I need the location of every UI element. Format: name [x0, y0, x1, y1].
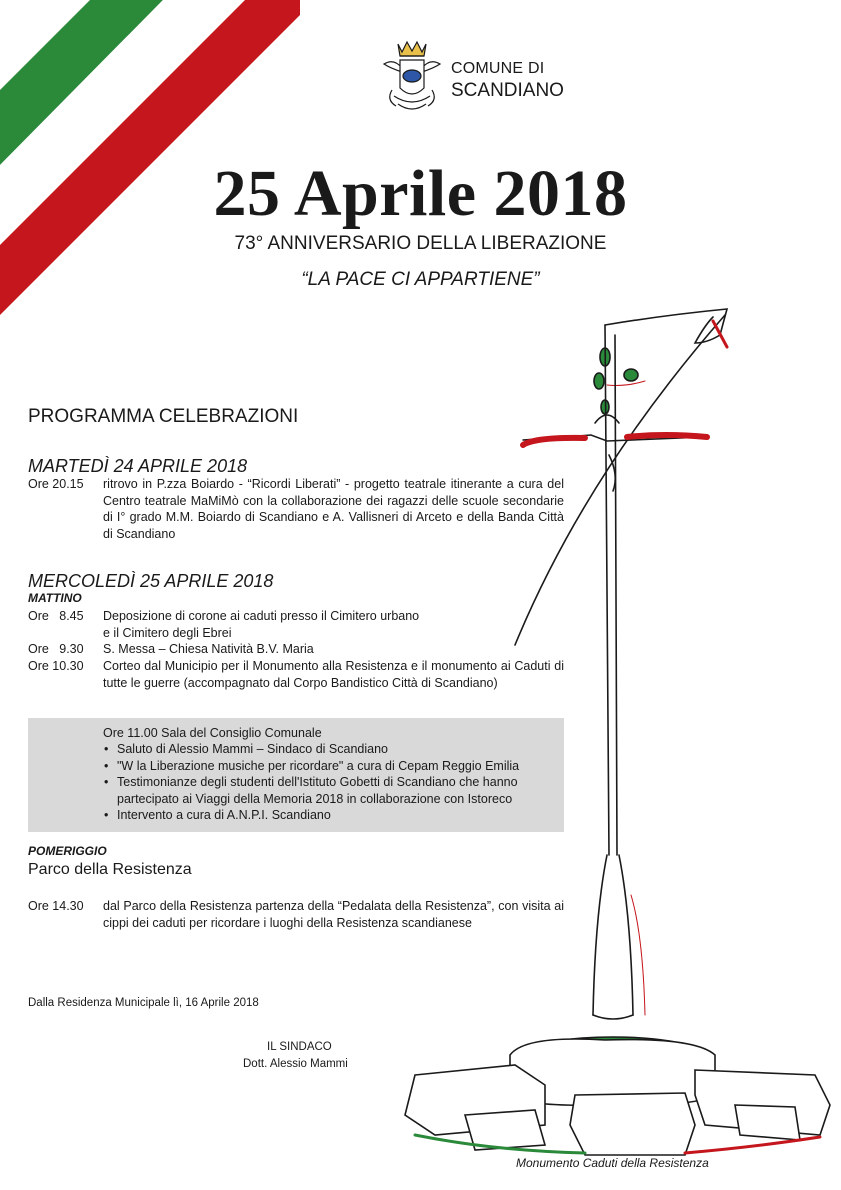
logo-line1: COMUNE DI — [451, 60, 545, 77]
municipality-logo-text — [451, 58, 564, 102]
bullet-icon: • — [104, 758, 109, 773]
event-text: Corteo dal Municipio per il Monumento alla Resistenza e il monumento ai Caduti di tutte le guerre (accompagnato dal Corpo Bandistico Città di Scandiano) — [103, 659, 564, 690]
event-time: Ore 20.15 — [28, 477, 84, 491]
event-time: Ore 8.45 — [28, 609, 84, 623]
bullet-icon: • — [104, 775, 109, 789]
page-subtitle: 73° ANNIVERSARIO DELLA LIBERAZIONE — [234, 233, 607, 254]
event-text: S. Messa – Chiesa Natività B.V. Maria — [103, 642, 314, 656]
event-time: Ore 14.30 — [28, 899, 84, 913]
session-title: Ore 11.00 Sala del Consiglio Comunale — [103, 726, 322, 740]
day2-title: MERCOLEDÌ 25 APRILE 2018 — [28, 571, 274, 591]
afternoon-place: Parco della Resistenza — [28, 861, 192, 878]
monument-illustration — [395, 295, 841, 1160]
event-text-continued: e il Cimitero degli Ebrei — [103, 625, 232, 640]
mayor-role: IL SINDACO — [267, 1041, 332, 1053]
monument-caption: Monumento Caduti della Resistenza — [516, 1156, 709, 1170]
municipal-crest-icon — [380, 38, 444, 116]
list-item-text: Testimonianze degli studenti dell'Istituto Gobetti di Scandiano che hanno partecipato ai Viaggi della Memoria 2018 in collaborazione con Istoreco — [117, 775, 518, 806]
event-time: Ore 9.30 — [28, 642, 84, 656]
day1-title: MARTEDÌ 24 APRILE 2018 — [28, 456, 248, 476]
program-title: PROGRAMMA CELEBRAZIONI — [28, 406, 299, 427]
afternoon-label: POMERIGGIO — [28, 844, 107, 858]
mayor-name: Dott. Alessio Mammi — [243, 1058, 348, 1070]
event-text: Deposizione di corone ai caduti presso il Cimitero urbano — [103, 609, 420, 623]
morning-label: MATTINO — [28, 591, 82, 605]
motto: “LA PACE CI APPARTIENE” — [301, 269, 540, 290]
event-time: Ore 10.30 — [28, 659, 84, 673]
list-item-text: Saluto di Alessio Mammi – Sindaco di Scandiano — [117, 742, 388, 756]
event-text: ritrovo in P.zza Boiardo - “Ricordi Liberati” - progetto teatrale itinerante a cura del Centro teatrale MaMiMò con la collaborazione dei ragazzi delle scuole secondarie di I° grado M.M. Boiardo di Scandiano e A. Vallisneri di Arceto e della Banda Città di Scandiano — [103, 477, 564, 541]
list-item-text: Intervento a cura di A.N.P.I. Scandiano — [117, 808, 331, 822]
logo-line2: SCANDIANO — [451, 80, 564, 101]
page-title: 25 Aprile 2018 — [213, 157, 628, 230]
bullet-icon: • — [104, 808, 109, 822]
event-text: dal Parco della Resistenza partenza della “Pedalata della Resistenza”, con visita ai cippi dei caduti per ricordare i luoghi della Resistenza scandianese — [103, 899, 564, 930]
date-line: Dalla Residenza Municipale lì, 16 Aprile 2018 — [28, 997, 259, 1009]
list-item-text: "W la Liberazione musiche per ricordare" a cura di Cepam Reggio Emilia — [117, 758, 520, 773]
bullet-icon: • — [104, 742, 109, 756]
